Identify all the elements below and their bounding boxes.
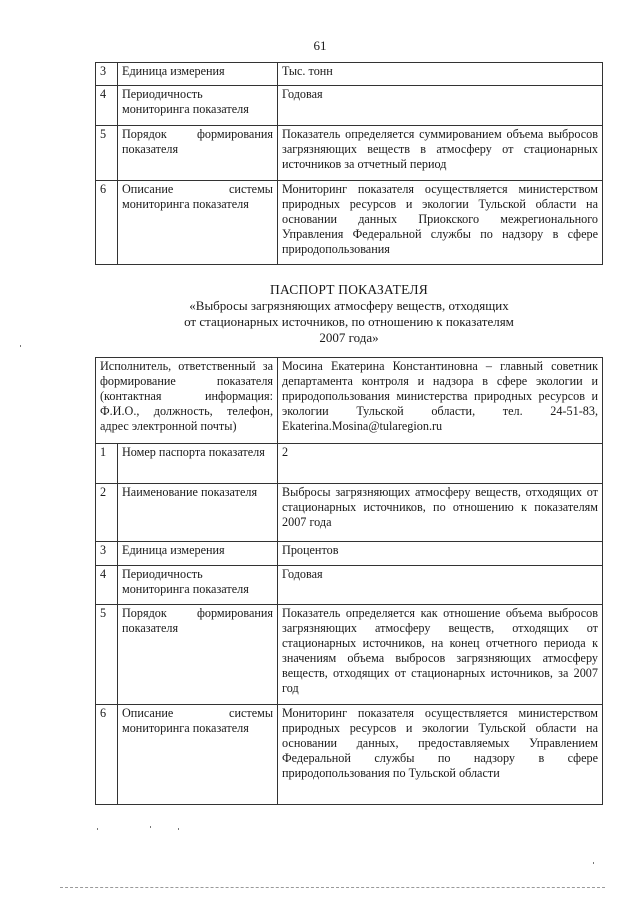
row-name: Описание системы мониторинга показателя xyxy=(118,181,278,265)
table-row xyxy=(96,86,603,126)
table-row xyxy=(96,542,603,566)
scan-speck xyxy=(593,862,594,864)
row-value: Годовая xyxy=(278,566,603,605)
row-value: Мониторинг показателя осуществляется министерством природных ресурсов и экологии Тульской области на основании данных Приокского межрегионального Управления Федеральной службы по надзору в сфере природопользования xyxy=(278,181,603,265)
executor-row xyxy=(96,358,603,444)
scan-speck xyxy=(20,345,21,347)
row-name: Периодичность мониторинга показателя xyxy=(118,86,278,126)
row-number: 4 xyxy=(96,86,118,126)
executor-label: Исполнитель, ответственный за формирование показателя (контактная информация: Ф.И.О., должность, телефон, адрес электронной почты) xyxy=(96,358,278,444)
row-value: 2 xyxy=(278,444,603,484)
table-row xyxy=(96,444,603,484)
row-name: Наименование показателя xyxy=(118,484,278,542)
row-value: Показатель определяется суммированием объема выбросов загрязняющих веществ в атмосферу от стационарных источников за отчетный период xyxy=(278,126,603,181)
row-number: 6 xyxy=(96,705,118,805)
row-value: Показатель определяется как отношение объема выбросов загрязняющих атмосферу веществ, отходящих от стационарных источников, на конец отчетного периода к значениям объема выбросов загрязняющих атмосферу веществ, отходящих от стационарных источников, за 2007 год xyxy=(278,605,603,705)
executor-value: Мосина Екатерина Константиновна – главный советник департамента контроля и надзора в сфере экологии и природопользования министерства природных ресурсов и экологии Тульской области, тел. 24-51-83, Ekaterina.Mosina@tularegion.ru xyxy=(278,358,603,444)
row-value: Тыс. тонн xyxy=(278,63,603,86)
row-number: 5 xyxy=(96,126,118,181)
row-name: Порядок формирования показателя xyxy=(118,605,278,705)
scan-speck xyxy=(97,828,98,830)
indicator-passport-table xyxy=(95,357,603,805)
row-name: Периодичность мониторинга показателя xyxy=(118,566,278,605)
table-row xyxy=(96,181,603,265)
passport-subtitle-line: от стационарных источников, по отношению к показателям xyxy=(184,314,514,329)
table-row xyxy=(96,63,603,86)
page-number: 61 xyxy=(313,38,327,53)
row-number: 3 xyxy=(96,63,118,86)
row-name: Порядок формирования показателя xyxy=(118,126,278,181)
row-value: Процентов xyxy=(278,542,603,566)
row-name: Единица измерения xyxy=(118,542,278,566)
row-number: 4 xyxy=(96,566,118,605)
passport-title: ПАСПОРТ ПОКАЗАТЕЛЯ xyxy=(270,282,428,297)
row-number: 5 xyxy=(96,605,118,705)
row-name: Описание системы мониторинга показателя xyxy=(118,705,278,805)
table-row xyxy=(96,126,603,181)
table-row xyxy=(96,705,603,805)
table-row xyxy=(96,566,603,605)
row-number: 3 xyxy=(96,542,118,566)
row-name: Единица измерения xyxy=(118,63,278,86)
table-row xyxy=(96,605,603,705)
row-number: 6 xyxy=(96,181,118,265)
row-number: 2 xyxy=(96,484,118,542)
row-name: Номер паспорта показателя xyxy=(118,444,278,484)
scan-artifact-line xyxy=(60,887,605,888)
table-row xyxy=(96,484,603,542)
scan-speck xyxy=(178,828,179,830)
row-value: Выбросы загрязняющих атмосферу веществ, отходящих от стационарных источников, по отношению к показателям 2007 года xyxy=(278,484,603,542)
row-number: 1 xyxy=(96,444,118,484)
passport-subtitle-line: 2007 года» xyxy=(319,330,379,345)
row-value: Годовая xyxy=(278,86,603,126)
passport-heading xyxy=(95,282,603,346)
row-value: Мониторинг показателя осуществляется министерством природных ресурсов и экологии Тульской области на основании данных, предоставляемых Управлением Федеральной службы по надзору в сфере природопользования по Тульской области xyxy=(278,705,603,805)
indicator-passport-table-continued xyxy=(95,62,603,265)
scan-speck xyxy=(150,826,151,828)
passport-subtitle-line: «Выбросы загрязняющих атмосферу веществ, отходящих xyxy=(189,298,509,313)
